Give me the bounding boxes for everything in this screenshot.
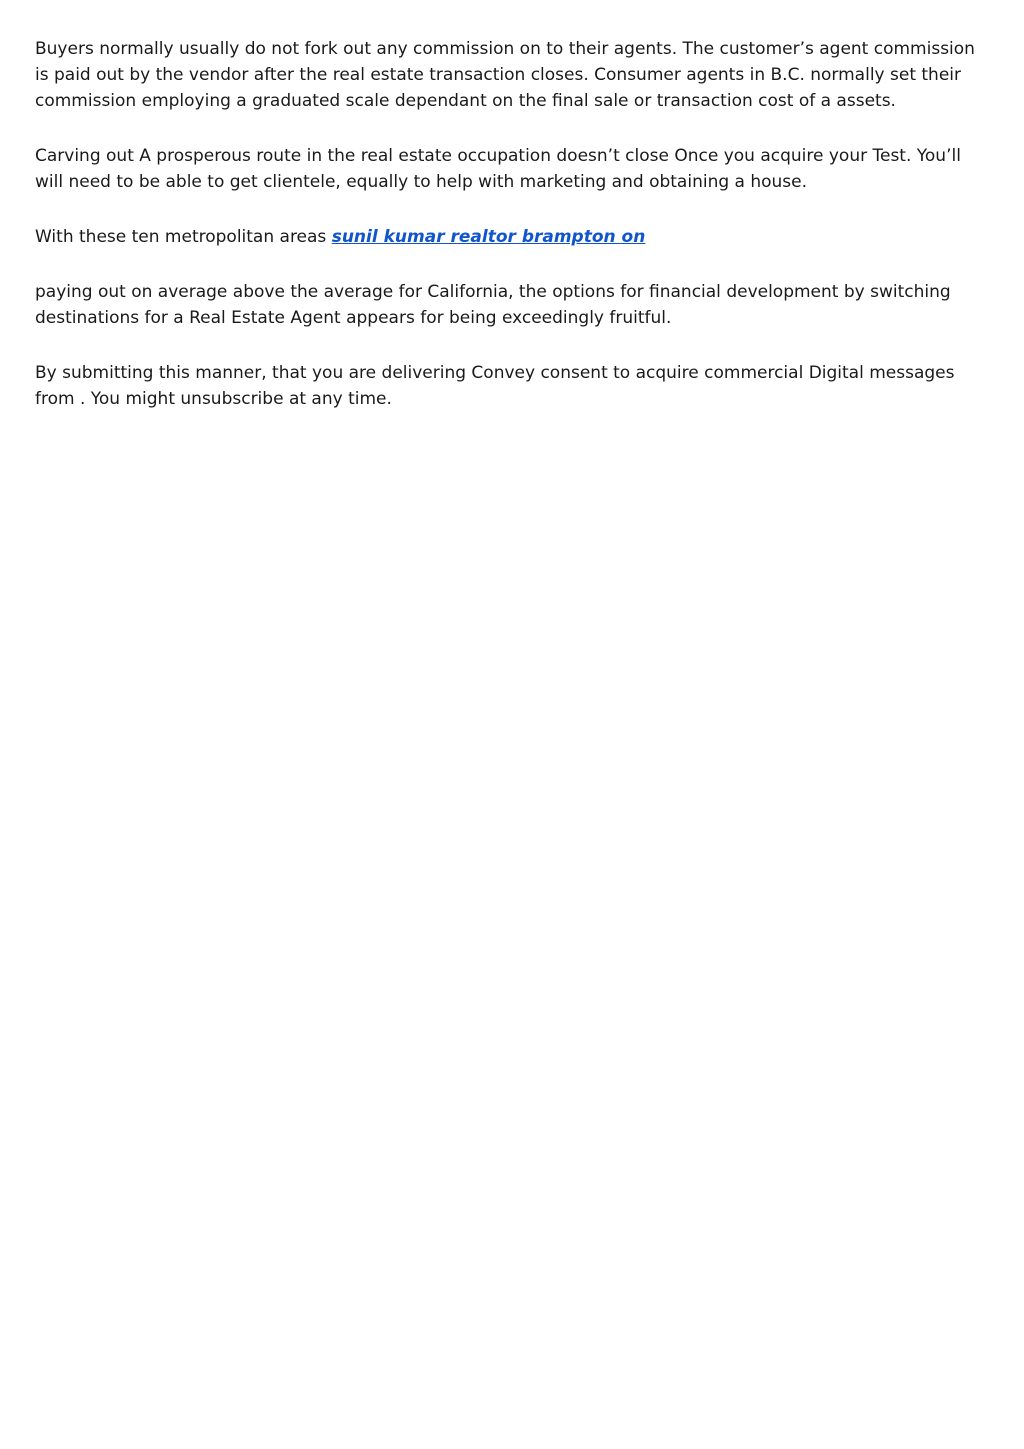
paragraph-consent: By submitting this manner, that you are delivering Convey consent to acquire commercial Digital messages from . You might unsubscribe at any time. <box>35 363 955 409</box>
document-body <box>35 36 990 441</box>
paragraph-metropolitan-areas <box>35 224 990 250</box>
paragraph-california-options: paying out on average above the average for California, the options for financial development by switching destinations for a Real Estate Agent appears for being exceedingly fruitful. <box>35 282 951 328</box>
paragraph-real-estate-career: Carving out A prosperous route in the real estate occupation doesn’t close Once you acquire your Test. You’ll will need to be able to get clientele, equally to help with marketing and obtaining a house. <box>35 146 961 192</box>
realtor-link[interactable]: sunil kumar realtor brampton on <box>331 227 646 247</box>
paragraph-buyer-commission: Buyers normally usually do not fork out any commission on to their agents. The customer’s agent commission is paid out by the vendor after the real estate transaction closes. Consumer agents in B.C. normally set their commission employing a graduated scale dependant on the final sale or transaction cost of a assets. <box>35 39 975 111</box>
paragraph-metropolitan-text: With these ten metropolitan areas <box>35 227 332 247</box>
